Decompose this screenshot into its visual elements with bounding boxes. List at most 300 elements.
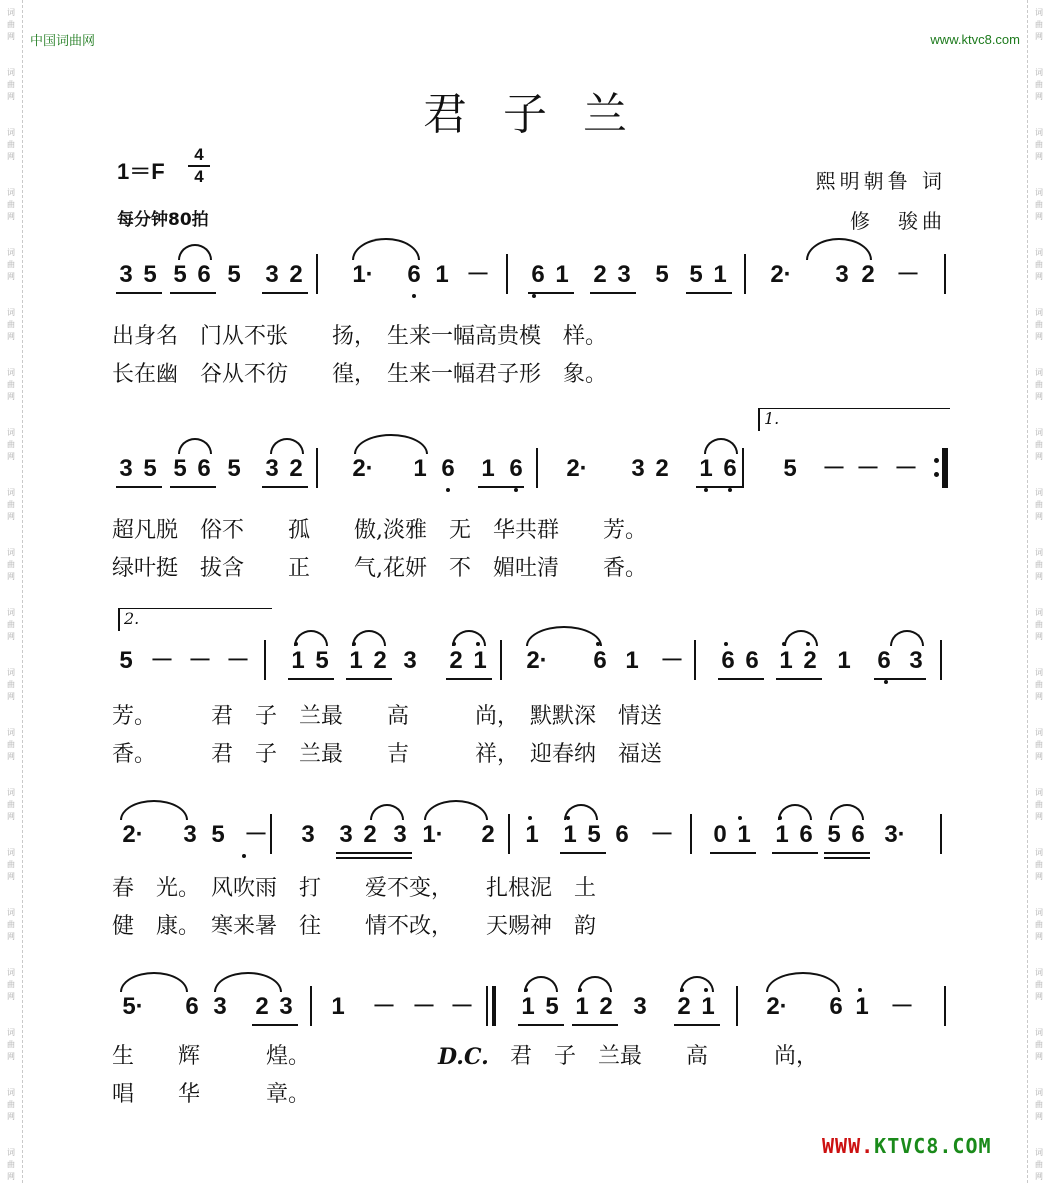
watermark-char: 曲 xyxy=(1035,500,1043,509)
volta-bracket-1: 1. xyxy=(758,408,950,431)
note: 3 xyxy=(279,993,293,1020)
watermark-char: 词 xyxy=(1035,308,1043,317)
watermark-char: 词 xyxy=(7,428,15,437)
note: 3 xyxy=(119,261,133,288)
bar-line xyxy=(310,986,312,1026)
watermark-char: 曲 xyxy=(7,980,15,989)
slur-arc xyxy=(178,438,212,454)
bar-line xyxy=(694,640,696,680)
note: 1 xyxy=(331,993,345,1020)
note: 6 xyxy=(745,647,759,674)
note: 6 xyxy=(531,261,545,288)
note: － xyxy=(890,993,914,1020)
lyric-line-1: 春 光。 风吹雨 打 爱不变， 扎根泥 土 xyxy=(112,876,597,901)
note: 1 xyxy=(779,647,793,674)
note: 5 xyxy=(587,821,601,848)
slur-arc xyxy=(564,804,598,820)
note: 2 xyxy=(481,821,495,848)
watermark-char: 曲 xyxy=(7,860,15,869)
watermark-char: 词 xyxy=(7,308,15,317)
note: 3 xyxy=(213,993,227,1020)
lyric-line-2: 长在幽 谷从不彷 徨， 生来一幅君子形 象。 xyxy=(112,362,608,387)
watermark-char: 词 xyxy=(1035,68,1043,77)
note: 2 xyxy=(255,993,269,1020)
note: 1 xyxy=(775,821,789,848)
watermark-char: 词 xyxy=(7,1088,15,1097)
slur-arc xyxy=(524,976,558,992)
watermark-char: 曲 xyxy=(1035,260,1043,269)
note: 1 xyxy=(625,647,639,674)
watermark-char: 词 xyxy=(1035,968,1043,977)
watermark-char: 网 xyxy=(1035,752,1043,761)
watermark-char: 曲 xyxy=(1035,740,1043,749)
note: 2· xyxy=(766,993,788,1020)
note: 2 xyxy=(363,821,377,848)
watermark-char: 网 xyxy=(7,212,15,221)
slur-arc xyxy=(352,238,420,260)
watermark-char: 网 xyxy=(1035,992,1043,1001)
bar-line xyxy=(944,986,946,1026)
watermark-char: 曲 xyxy=(7,500,15,509)
note: 3 xyxy=(119,455,133,482)
note: 5 xyxy=(173,261,187,288)
note: 6 xyxy=(407,261,421,288)
beam-underline xyxy=(170,292,216,294)
watermark-char: 网 xyxy=(7,572,15,581)
bar-line xyxy=(506,254,508,294)
bar-line xyxy=(508,814,510,854)
lyric-line-1: 芳。 君 子 兰最 高 尚， 默默深 情送 xyxy=(112,704,663,729)
bar-line xyxy=(500,640,502,680)
note: 5 xyxy=(545,993,559,1020)
watermark-char: 词 xyxy=(1035,8,1043,17)
watermark-char: 网 xyxy=(7,452,15,461)
watermark-char: 网 xyxy=(1035,1112,1043,1121)
octave-dot-below xyxy=(884,680,888,684)
note: － xyxy=(188,647,212,674)
watermark-char: 词 xyxy=(7,68,15,77)
lyric-line-1-continued: 君 子 兰最 高 尚， xyxy=(510,1044,819,1069)
watermark-char: 曲 xyxy=(1035,860,1043,869)
watermark-char: 网 xyxy=(1035,572,1043,581)
lyricist-credit: 熙明朝鲁 词 xyxy=(815,169,946,193)
note: 3 xyxy=(183,821,197,848)
beam-underline xyxy=(572,1024,618,1026)
slur-arc xyxy=(354,434,428,454)
beam-underline xyxy=(252,1024,298,1026)
octave-dot-below xyxy=(242,854,246,858)
lyric-line-2: 唱 华 章。 xyxy=(112,1082,311,1107)
slur-arc xyxy=(766,972,840,992)
slur-arc xyxy=(784,630,818,646)
note: 6 xyxy=(615,821,629,848)
beam-underline xyxy=(686,292,732,294)
note: 2 xyxy=(449,647,463,674)
double-bar-line xyxy=(492,986,496,1026)
watermark-char: 词 xyxy=(1035,128,1043,137)
bar-line xyxy=(744,254,746,294)
watermark-char: 词 xyxy=(1035,728,1043,737)
watermark-char: 词 xyxy=(7,128,15,137)
bar-line xyxy=(690,814,692,854)
beam-underline xyxy=(262,486,308,488)
watermark-char: 网 xyxy=(1035,512,1043,521)
watermark-char: 词 xyxy=(1035,1028,1043,1037)
logo-brand-part: KTVC8.COM xyxy=(874,1134,992,1158)
watermark-char: 词 xyxy=(7,788,15,797)
note: 5 xyxy=(173,455,187,482)
note: 5 xyxy=(143,455,157,482)
note: 5 xyxy=(827,821,841,848)
note: － xyxy=(660,647,684,674)
watermark-char: 曲 xyxy=(7,200,15,209)
watermark-char: 词 xyxy=(7,188,15,197)
note: 6 xyxy=(723,455,737,482)
note: 5 xyxy=(119,647,133,674)
watermark-char: 曲 xyxy=(1035,80,1043,89)
watermark-char: 词 xyxy=(7,848,15,857)
note: 2· xyxy=(566,455,588,482)
note: 1 xyxy=(521,993,535,1020)
note: 2· xyxy=(122,821,144,848)
note: 1 xyxy=(855,993,869,1020)
note: － xyxy=(466,261,490,288)
octave-dot-below xyxy=(514,488,518,492)
watermark-char: 曲 xyxy=(7,1040,15,1049)
slur-arc xyxy=(830,804,864,820)
watermark-char: 网 xyxy=(1035,1172,1043,1181)
octave-dot-below xyxy=(412,294,416,298)
watermark-char: 曲 xyxy=(7,140,15,149)
note: 6 xyxy=(441,455,455,482)
bar-line xyxy=(742,448,744,488)
note: － xyxy=(650,821,674,848)
repeat-end-bar xyxy=(942,448,947,488)
note: 6 xyxy=(721,647,735,674)
watermark-char: 网 xyxy=(7,1052,15,1061)
slur-arc xyxy=(578,976,612,992)
slur-arc xyxy=(270,438,304,454)
lyric-line-1: 出身名 门从不张 扬， 生来一幅高贵模 样。 xyxy=(112,324,608,349)
note: 1· xyxy=(352,261,374,288)
note: 3· xyxy=(884,821,906,848)
watermark-char: 词 xyxy=(7,488,15,497)
bar-line xyxy=(940,640,942,680)
site-logo xyxy=(822,1134,992,1158)
slur-arc xyxy=(120,972,188,992)
note: 3 xyxy=(265,455,279,482)
note: 2 xyxy=(599,993,613,1020)
octave-dot-below xyxy=(728,488,732,492)
beam-underline xyxy=(170,486,216,488)
key-signature: 1＝F xyxy=(117,159,165,184)
note: 1 xyxy=(481,455,495,482)
volta-bracket-2: 2. xyxy=(118,608,272,631)
note: 1 xyxy=(473,647,487,674)
watermark-char: 词 xyxy=(7,608,15,617)
watermark-char: 曲 xyxy=(7,380,15,389)
octave-dot-above xyxy=(724,642,728,646)
time-signature xyxy=(188,145,210,187)
note: 1 xyxy=(349,647,363,674)
note: 2 xyxy=(655,455,669,482)
watermark-char: 曲 xyxy=(1035,1160,1043,1169)
watermark-char: 曲 xyxy=(1035,440,1043,449)
note: 3 xyxy=(393,821,407,848)
watermark-char: 网 xyxy=(7,752,15,761)
site-name-label: 中国词曲网 xyxy=(30,34,96,49)
slur-arc xyxy=(424,800,488,820)
note: 1· xyxy=(422,821,444,848)
watermark-char: 网 xyxy=(1035,332,1043,341)
note: 2 xyxy=(289,455,303,482)
beam-underline xyxy=(776,678,822,680)
note: 0 xyxy=(713,821,727,848)
beam-underline xyxy=(446,678,492,680)
lyric-line-2: 绿叶挺 拔含 正 气,花妍 不 媚吐清 香。 xyxy=(112,556,647,581)
watermark-char: 网 xyxy=(1035,272,1043,281)
watermark-char: 网 xyxy=(1035,812,1043,821)
repeat-dot xyxy=(934,458,939,463)
bar-line xyxy=(940,814,942,854)
watermark-char: 曲 xyxy=(7,80,15,89)
note: 5 xyxy=(227,455,241,482)
note: 5 xyxy=(655,261,669,288)
note: 1 xyxy=(575,993,589,1020)
watermark-char: 网 xyxy=(7,692,15,701)
watermark-char: 曲 xyxy=(7,1100,15,1109)
watermark-char: 词 xyxy=(7,368,15,377)
note: 1 xyxy=(701,993,715,1020)
lyric-line-2: 香。 君 子 兰最 吉 祥， 迎春纳 福送 xyxy=(112,742,663,767)
watermark-char: 词 xyxy=(1035,788,1043,797)
composer-credit: 修 骏曲 xyxy=(850,209,946,233)
time-sig-numerator: 4 xyxy=(194,145,204,164)
watermark-char: 词 xyxy=(1035,548,1043,557)
watermark-char: 曲 xyxy=(1035,320,1043,329)
watermark-char: 网 xyxy=(1035,1052,1043,1061)
note: － xyxy=(856,455,880,482)
watermark-char: 词 xyxy=(7,1148,15,1157)
note: 2 xyxy=(861,261,875,288)
watermark-char: 网 xyxy=(1035,212,1043,221)
slur-arc xyxy=(370,804,404,820)
octave-dot-above xyxy=(528,816,532,820)
watermark-char: 曲 xyxy=(1035,1100,1043,1109)
bar-line xyxy=(270,814,272,854)
watermark-char: 词 xyxy=(1035,608,1043,617)
watermark-char: 曲 xyxy=(1035,140,1043,149)
beam-underline xyxy=(336,857,412,859)
slur-arc xyxy=(680,976,714,992)
note: 3 xyxy=(631,455,645,482)
watermark-char: 词 xyxy=(1035,488,1043,497)
bar-line xyxy=(944,254,946,294)
watermark-char: 词 xyxy=(7,248,15,257)
note: 2 xyxy=(289,261,303,288)
beam-underline xyxy=(590,292,636,294)
beam-underline xyxy=(674,1024,720,1026)
watermark-char: 曲 xyxy=(1035,20,1043,29)
song-title: 君子兰 xyxy=(423,89,663,140)
watermark-char: 词 xyxy=(7,1028,15,1037)
watermark-char: 词 xyxy=(1035,908,1043,917)
note: － xyxy=(822,455,846,482)
note: 1 xyxy=(563,821,577,848)
octave-dot-above xyxy=(858,988,862,992)
watermark-char: 网 xyxy=(7,32,15,41)
watermark-char: 网 xyxy=(7,1112,15,1121)
octave-dot-above xyxy=(738,816,742,820)
watermark-char: 词 xyxy=(7,908,15,917)
watermark-char: 曲 xyxy=(7,620,15,629)
watermark-char: 网 xyxy=(7,272,15,281)
watermark-char: 网 xyxy=(7,1172,15,1181)
time-sig-denominator: 4 xyxy=(194,167,204,186)
left-watermark-strip xyxy=(0,0,23,1183)
note: 3 xyxy=(403,647,417,674)
beam-underline xyxy=(262,292,308,294)
note: 5 xyxy=(211,821,225,848)
note: 2· xyxy=(352,455,374,482)
watermark-char: 网 xyxy=(1035,92,1043,101)
watermark-char: 网 xyxy=(1035,932,1043,941)
slur-arc xyxy=(294,630,328,646)
bar-line xyxy=(316,254,318,294)
note: 5 xyxy=(315,647,329,674)
note: 6 xyxy=(509,455,523,482)
bar-line xyxy=(536,448,538,488)
note: 2 xyxy=(593,261,607,288)
note: － xyxy=(150,647,174,674)
note: 3 xyxy=(265,261,279,288)
watermark-char: 网 xyxy=(7,932,15,941)
watermark-char: 词 xyxy=(7,8,15,17)
dc-marking: D.C. xyxy=(438,1044,489,1070)
note: 3 xyxy=(339,821,353,848)
note: 5· xyxy=(122,993,144,1020)
slur-arc xyxy=(890,630,924,646)
note: 1 xyxy=(413,455,427,482)
watermark-char: 词 xyxy=(7,728,15,737)
bar-line xyxy=(264,640,266,680)
site-url-label: www.ktvc8.com xyxy=(930,32,1020,47)
watermark-char: 网 xyxy=(7,632,15,641)
watermark-char: 网 xyxy=(7,392,15,401)
beam-underline xyxy=(772,852,818,854)
slur-arc xyxy=(704,438,738,454)
watermark-char: 曲 xyxy=(7,1160,15,1169)
note: － xyxy=(896,261,920,288)
beam-underline xyxy=(696,486,742,488)
note: 6 xyxy=(197,261,211,288)
note: 3 xyxy=(633,993,647,1020)
watermark-char: 词 xyxy=(1035,188,1043,197)
watermark-char: 网 xyxy=(1035,392,1043,401)
bar-line xyxy=(316,448,318,488)
beam-underline xyxy=(710,852,756,854)
slur-arc xyxy=(526,626,602,646)
watermark-char: 曲 xyxy=(1035,200,1043,209)
note: 2· xyxy=(770,261,792,288)
note: － xyxy=(372,993,396,1020)
watermark-char: 网 xyxy=(7,872,15,881)
note: 6 xyxy=(185,993,199,1020)
note: － xyxy=(450,993,474,1020)
watermark-char: 词 xyxy=(1035,1148,1043,1157)
watermark-char: 曲 xyxy=(1035,920,1043,929)
watermark-char: 词 xyxy=(1035,668,1043,677)
octave-dot-below xyxy=(532,294,536,298)
watermark-char: 曲 xyxy=(1035,1040,1043,1049)
note: 1 xyxy=(291,647,305,674)
note: － xyxy=(412,993,436,1020)
watermark-char: 网 xyxy=(7,92,15,101)
note: 2 xyxy=(803,647,817,674)
slur-arc xyxy=(178,244,212,260)
watermark-char: 词 xyxy=(1035,248,1043,257)
beam-underline xyxy=(518,1024,564,1026)
watermark-char: 词 xyxy=(7,968,15,977)
watermark-char: 曲 xyxy=(7,740,15,749)
watermark-char: 曲 xyxy=(1035,380,1043,389)
note: 1 xyxy=(737,821,751,848)
right-watermark-strip xyxy=(1027,0,1050,1183)
slur-arc xyxy=(214,972,282,992)
watermark-char: 曲 xyxy=(1035,620,1043,629)
bar-line xyxy=(486,986,488,1026)
octave-dot-below xyxy=(446,488,450,492)
note: 6 xyxy=(799,821,813,848)
watermark-char: 曲 xyxy=(7,800,15,809)
watermark-char: 网 xyxy=(1035,692,1043,701)
note: 6 xyxy=(877,647,891,674)
watermark-char: 词 xyxy=(7,668,15,677)
note: 1 xyxy=(555,261,569,288)
slur-arc xyxy=(352,630,386,646)
watermark-char: 曲 xyxy=(7,260,15,269)
watermark-char: 词 xyxy=(1035,848,1043,857)
watermark-char: 网 xyxy=(7,992,15,1001)
beam-underline xyxy=(874,678,926,680)
slur-arc xyxy=(806,238,872,260)
note: 2 xyxy=(373,647,387,674)
watermark-char: 网 xyxy=(7,512,15,521)
watermark-char: 网 xyxy=(1035,632,1043,641)
note: 6 xyxy=(829,993,843,1020)
note: 6 xyxy=(197,455,211,482)
watermark-char: 曲 xyxy=(7,440,15,449)
watermark-char: 曲 xyxy=(7,320,15,329)
watermark-char: 词 xyxy=(7,548,15,557)
watermark-char: 词 xyxy=(1035,368,1043,377)
lyric-line-1: 超凡脱 俗不 孤 傲,淡雅 无 华共群 芳。 xyxy=(112,518,647,543)
note: 3 xyxy=(617,261,631,288)
note: 1 xyxy=(837,647,851,674)
watermark-char: 网 xyxy=(7,332,15,341)
beam-underline xyxy=(718,678,764,680)
watermark-char: 网 xyxy=(1035,32,1043,41)
watermark-char: 网 xyxy=(1035,152,1043,161)
note: － xyxy=(244,821,268,848)
note: 3 xyxy=(909,647,923,674)
watermark-char: 网 xyxy=(7,812,15,821)
watermark-char: 网 xyxy=(1035,872,1043,881)
octave-dot-below xyxy=(704,488,708,492)
beam-underline xyxy=(288,678,334,680)
watermark-char: 词 xyxy=(1035,1088,1043,1097)
beam-underline xyxy=(116,486,162,488)
